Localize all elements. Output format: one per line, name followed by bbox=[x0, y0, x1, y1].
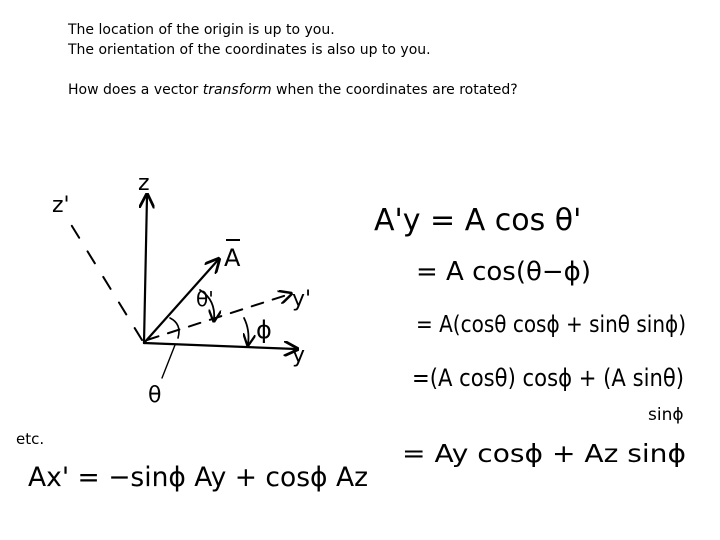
theta-arc bbox=[170, 318, 179, 338]
equation-5: = Ay cosϕ + Az sinϕ bbox=[402, 439, 686, 468]
equation-4: =(A cosθ) cosϕ + (A sinθ) bbox=[412, 364, 684, 392]
y-axis bbox=[144, 343, 296, 349]
theta-pointer bbox=[162, 345, 175, 378]
question-emphasis: transform bbox=[202, 82, 272, 98]
question-part-2: when the coordinates are rotated? bbox=[271, 82, 518, 98]
z-prime-axis-label: z' bbox=[52, 193, 70, 218]
equation-4-annotation: sinϕ bbox=[648, 405, 684, 425]
y-axis-label: y bbox=[292, 343, 306, 368]
y-prime-axis-label: y' bbox=[292, 287, 312, 312]
z-prime-axis bbox=[67, 218, 142, 340]
equation-6: Ax' = −sinϕ Ay + cosϕ Az bbox=[28, 462, 368, 493]
z-axis bbox=[144, 196, 147, 343]
etc-label: etc. bbox=[16, 430, 45, 448]
vector-label: A bbox=[224, 244, 241, 272]
equation-3: = A(cosθ cosϕ + sinθ sinϕ) bbox=[416, 312, 686, 338]
phi-arc bbox=[244, 318, 249, 344]
intro-line-1: The location of the origin is up to you. bbox=[68, 22, 335, 38]
phi-label: ϕ bbox=[256, 316, 272, 344]
z-axis-label: z bbox=[138, 171, 150, 196]
equation-1: A'y = A cos θ' bbox=[374, 203, 582, 238]
coordinate-diagram bbox=[67, 196, 296, 378]
equation-block bbox=[16, 203, 686, 493]
question-part-1: How does a vector bbox=[68, 82, 203, 98]
equation-2: = A cos(θ−ϕ) bbox=[416, 257, 591, 287]
theta-label: θ bbox=[148, 383, 162, 408]
intro-line-2: The orientation of the coordinates is also up to you. bbox=[68, 42, 431, 58]
theta-prime-label: θ' bbox=[196, 287, 214, 311]
